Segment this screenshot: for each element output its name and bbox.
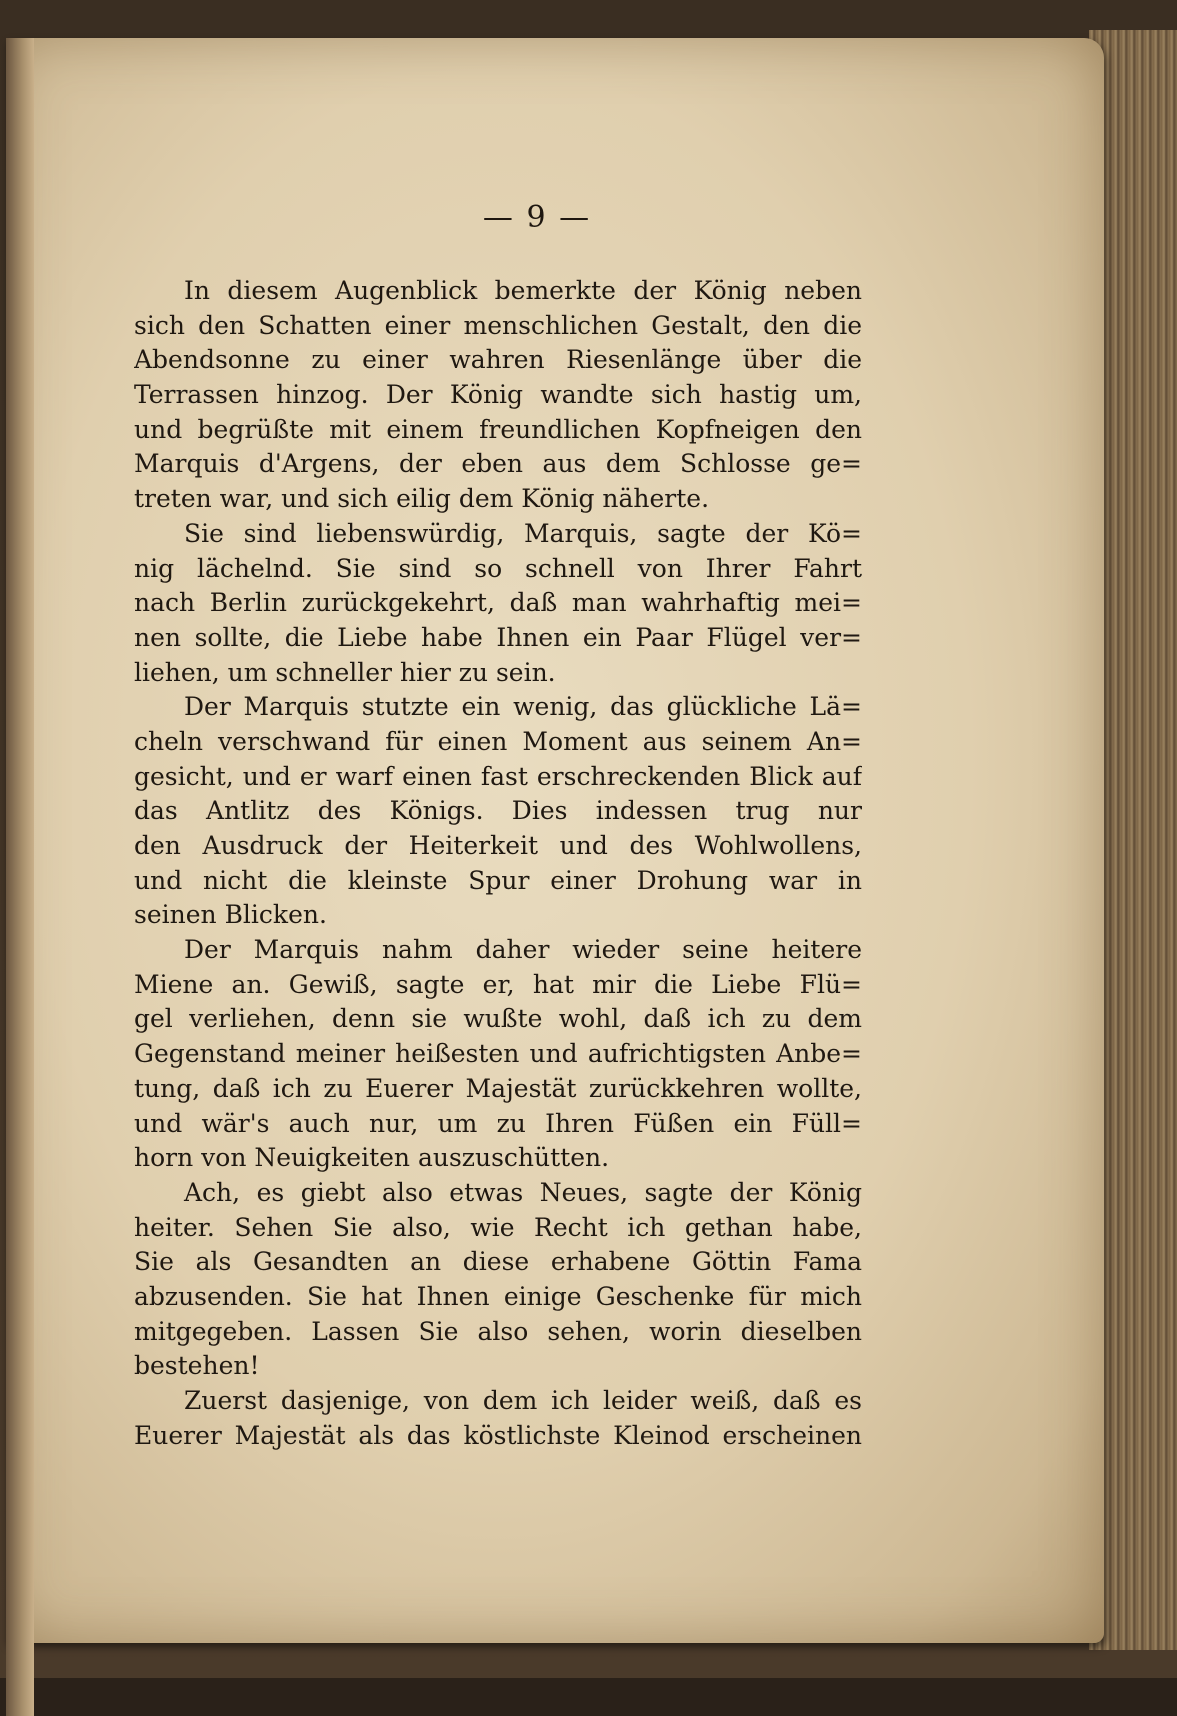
- text-line: nen sollte, die Liebe habe Ihnen ein Paar Flügel ver=: [134, 622, 862, 652]
- text-line: Sie als Gesandten an diese erhabene Göttin Fama: [134, 1247, 862, 1277]
- text-line: nig lächelnd. Sie sind so schnell von Ihrer Fahrt: [134, 553, 862, 583]
- text-line: und nicht die kleinste Spur einer Drohung war in: [134, 865, 862, 895]
- text-line: Terrassen hinzog. Der König wandte sich hastig um,: [134, 380, 862, 410]
- spine-shadow: [6, 38, 34, 1716]
- text-line: Zuerst dasjenige, von dem ich leider weiß, daß es: [184, 1386, 862, 1415]
- text-line: seinen Blicken.: [134, 900, 327, 930]
- text-line: und wär's auch nur, um zu Ihren Füßen ein Füll=: [134, 1108, 862, 1138]
- text-line: mitgegeben. Lassen Sie also sehen, worin dieselben: [134, 1316, 862, 1346]
- text-line: Euerer Majestät als das köstlichste Kleinod erscheinen: [134, 1420, 862, 1450]
- text-line: gesicht, und er warf einen fast erschreckenden Blick auf: [134, 761, 862, 791]
- text-body: [134, 274, 862, 1524]
- text-line: Marquis d'Argens, der eben aus dem Schlosse ge=: [134, 449, 862, 479]
- text-line: gel verliehen, denn sie wußte wohl, daß ich zu dem: [134, 1004, 862, 1034]
- text-line: Der Marquis nahm daher wieder seine heitere: [184, 935, 862, 965]
- text-line: und begrüßte mit einem freundlichen Kopfneigen den: [134, 414, 862, 444]
- text-line: liehen, um schneller hier zu sein.: [134, 657, 556, 687]
- text-line: heiter. Sehen Sie also, wie Recht ich gethan habe,: [134, 1212, 862, 1242]
- text-line: Ach, es giebt also etwas Neues, sagte der König: [184, 1177, 862, 1207]
- text-line: Der Marquis stutzte ein wenig, das glückliche Lä=: [184, 692, 862, 722]
- text-line: tung, daß ich zu Euerer Majestät zurückkehren wollte,: [134, 1073, 862, 1103]
- text-line: bestehen!: [134, 1351, 260, 1381]
- text-line: nach Berlin zurückgekehrt, daß man wahrhaftig mei=: [134, 588, 862, 618]
- text-line: sich den Schatten einer menschlichen Gestalt, den die: [134, 310, 862, 340]
- text-line: Abendsonne zu einer wahren Riesenlänge über die: [134, 345, 862, 375]
- text-line: das Antlitz des Königs. Dies indessen trug nur: [134, 796, 862, 826]
- text-line: Sie sind liebenswürdig, Marquis, sagte der Kö=: [184, 518, 862, 548]
- text-line: den Ausdruck der Heiterkeit und des Wohlwollens,: [134, 831, 862, 860]
- text-line: Miene an. Gewiß, sagte er, hat mir die Liebe Flü=: [134, 969, 862, 999]
- text-line: Gegenstand meiner heißesten und aufrichtigsten Anbe=: [134, 1039, 862, 1069]
- text-line: cheln verschwand für einen Moment aus seinem An=: [134, 726, 862, 756]
- page-number: — 9 —: [482, 200, 592, 235]
- text-line: abzusenden. Sie hat Ihnen einige Geschenke für mich: [134, 1281, 862, 1311]
- text-line: horn von Neuigkeiten auszuschütten.: [134, 1143, 610, 1173]
- text-line: treten war, und sich eilig dem König näherte.: [134, 484, 710, 514]
- text-line: In diesem Augenblick bemerkte der König neben: [184, 276, 862, 305]
- book-page: [6, 38, 1104, 1643]
